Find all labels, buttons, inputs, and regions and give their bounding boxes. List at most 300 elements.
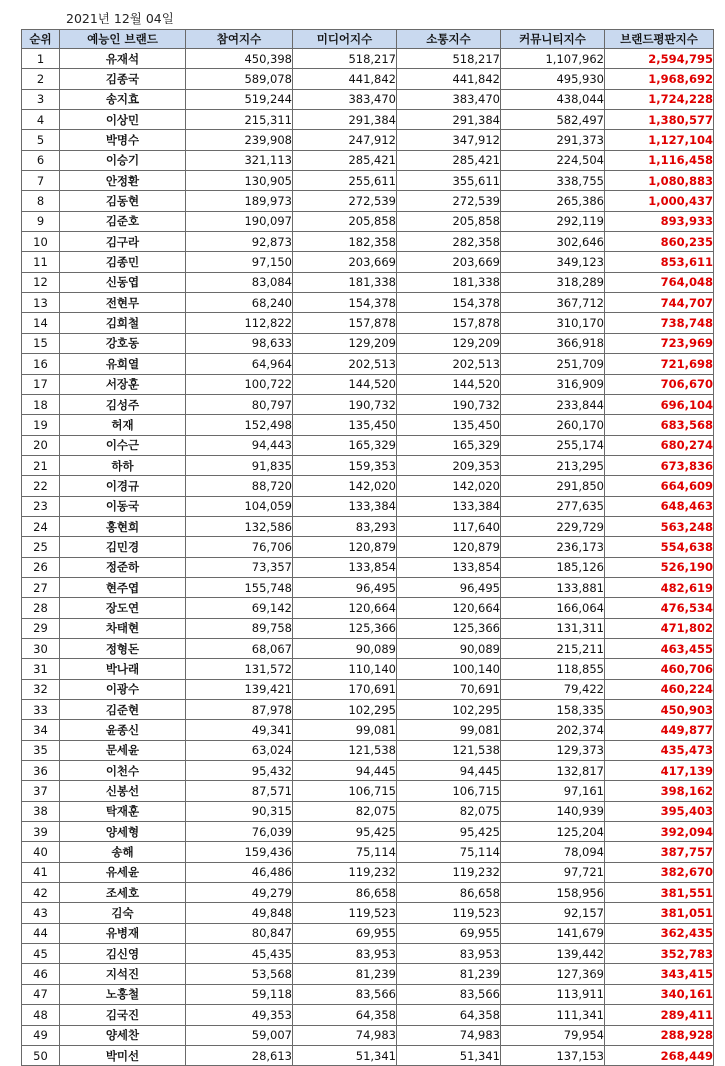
table-row (22, 577, 714, 597)
participation-cell: 95,432 (186, 761, 293, 781)
community-cell: 166,064 (501, 598, 605, 618)
participation-cell: 28,613 (186, 1045, 293, 1065)
brand-name-cell: 강호동 (60, 333, 186, 353)
rank-cell: 22 (22, 476, 60, 496)
rank-cell: 24 (22, 516, 60, 536)
community-cell: 111,341 (501, 1005, 605, 1025)
rank-cell: 26 (22, 557, 60, 577)
table-row (22, 374, 714, 394)
media-cell: 120,664 (293, 598, 397, 618)
community-cell: 251,709 (501, 354, 605, 374)
communication-cell: 96,495 (397, 577, 501, 597)
media-cell: 272,539 (293, 191, 397, 211)
table-row (22, 903, 714, 923)
media-cell: 170,691 (293, 679, 397, 699)
rank-cell: 21 (22, 455, 60, 475)
brand-score-cell: 673,836 (605, 455, 714, 475)
brand-score-cell: 721,698 (605, 354, 714, 374)
rank-cell: 41 (22, 862, 60, 882)
communication-cell: 383,470 (397, 89, 501, 109)
participation-cell: 59,007 (186, 1025, 293, 1045)
brand-name-cell: 박미선 (60, 1045, 186, 1065)
table-row (22, 679, 714, 699)
brand-score-cell: 460,224 (605, 679, 714, 699)
brand-name-cell: 김국진 (60, 1005, 186, 1025)
brand-score-cell: 387,757 (605, 842, 714, 862)
rank-cell: 31 (22, 659, 60, 679)
communication-cell: 272,539 (397, 191, 501, 211)
rank-cell: 19 (22, 415, 60, 435)
header-rank: 순위 (22, 30, 60, 49)
participation-cell: 98,633 (186, 333, 293, 353)
rank-cell: 43 (22, 903, 60, 923)
brand-score-cell: 460,706 (605, 659, 714, 679)
media-cell: 291,384 (293, 110, 397, 130)
communication-cell: 99,081 (397, 720, 501, 740)
media-cell: 94,445 (293, 761, 397, 781)
brand-name-cell: 탁재훈 (60, 801, 186, 821)
brand-name-cell: 김숙 (60, 903, 186, 923)
table-row (22, 761, 714, 781)
table-row (22, 638, 714, 658)
media-cell: 154,378 (293, 293, 397, 313)
participation-cell: 80,847 (186, 923, 293, 943)
brand-name-cell: 차태현 (60, 618, 186, 638)
brand-score-cell: 554,638 (605, 537, 714, 557)
brand-score-cell: 2,594,795 (605, 49, 714, 69)
media-cell: 182,358 (293, 232, 397, 252)
communication-cell: 142,020 (397, 476, 501, 496)
brand-score-cell: 476,534 (605, 598, 714, 618)
participation-cell: 76,706 (186, 537, 293, 557)
community-cell: 141,679 (501, 923, 605, 943)
media-cell: 83,566 (293, 984, 397, 1004)
community-cell: 495,930 (501, 69, 605, 89)
community-cell: 185,126 (501, 557, 605, 577)
table-row (22, 313, 714, 333)
media-cell: 99,081 (293, 720, 397, 740)
communication-cell: 165,329 (397, 435, 501, 455)
brand-score-cell: 1,116,458 (605, 150, 714, 170)
rank-cell: 2 (22, 69, 60, 89)
brand-name-cell: 김종민 (60, 252, 186, 272)
media-cell: 75,114 (293, 842, 397, 862)
brand-name-cell: 박명수 (60, 130, 186, 150)
brand-name-cell: 정형돈 (60, 638, 186, 658)
brand-score-cell: 526,190 (605, 557, 714, 577)
media-cell: 51,341 (293, 1045, 397, 1065)
communication-cell: 83,953 (397, 944, 501, 964)
media-cell: 255,611 (293, 171, 397, 191)
community-cell: 131,311 (501, 618, 605, 638)
media-cell: 121,538 (293, 740, 397, 760)
media-cell: 90,089 (293, 638, 397, 658)
communication-cell: 121,538 (397, 740, 501, 760)
brand-name-cell: 유병재 (60, 923, 186, 943)
participation-cell: 321,113 (186, 150, 293, 170)
community-cell: 97,161 (501, 781, 605, 801)
participation-cell: 132,586 (186, 516, 293, 536)
brand-name-cell: 송해 (60, 842, 186, 862)
rank-cell: 13 (22, 293, 60, 313)
communication-cell: 282,358 (397, 232, 501, 252)
media-cell: 441,842 (293, 69, 397, 89)
communication-cell: 90,089 (397, 638, 501, 658)
community-cell: 302,646 (501, 232, 605, 252)
table-row (22, 252, 714, 272)
media-cell: 119,523 (293, 903, 397, 923)
media-cell: 159,353 (293, 455, 397, 475)
media-cell: 125,366 (293, 618, 397, 638)
rank-cell: 44 (22, 923, 60, 943)
community-cell: 265,386 (501, 191, 605, 211)
brand-name-cell: 노홍철 (60, 984, 186, 1004)
brand-score-cell: 482,619 (605, 577, 714, 597)
media-cell: 142,020 (293, 476, 397, 496)
table-row (22, 1005, 714, 1025)
table-row (22, 191, 714, 211)
community-cell: 132,817 (501, 761, 605, 781)
participation-cell: 189,973 (186, 191, 293, 211)
table-row (22, 150, 714, 170)
rank-cell: 47 (22, 984, 60, 1004)
communication-cell: 102,295 (397, 700, 501, 720)
participation-cell: 131,572 (186, 659, 293, 679)
participation-cell: 97,150 (186, 252, 293, 272)
brand-name-cell: 김동현 (60, 191, 186, 211)
brand-name-cell: 지석진 (60, 964, 186, 984)
community-cell: 202,374 (501, 720, 605, 740)
participation-cell: 63,024 (186, 740, 293, 760)
participation-cell: 46,486 (186, 862, 293, 882)
media-cell: 202,513 (293, 354, 397, 374)
community-cell: 133,881 (501, 577, 605, 597)
table-row (22, 69, 714, 89)
brand-score-cell: 352,783 (605, 944, 714, 964)
brand-name-cell: 이동국 (60, 496, 186, 516)
brand-name-cell: 허재 (60, 415, 186, 435)
rank-cell: 35 (22, 740, 60, 760)
brand-name-cell: 신봉선 (60, 781, 186, 801)
brand-score-cell: 893,933 (605, 211, 714, 231)
community-cell: 224,504 (501, 150, 605, 170)
rank-cell: 25 (22, 537, 60, 557)
community-cell: 1,107,962 (501, 49, 605, 69)
participation-cell: 100,722 (186, 374, 293, 394)
communication-cell: 190,732 (397, 394, 501, 414)
rank-cell: 7 (22, 171, 60, 191)
brand-score-cell: 696,104 (605, 394, 714, 414)
table-row (22, 435, 714, 455)
rank-cell: 6 (22, 150, 60, 170)
table-row (22, 455, 714, 475)
rank-cell: 1 (22, 49, 60, 69)
media-cell: 133,384 (293, 496, 397, 516)
brand-score-cell: 288,928 (605, 1025, 714, 1045)
communication-cell: 285,421 (397, 150, 501, 170)
brand-score-cell: 463,455 (605, 638, 714, 658)
media-cell: 518,217 (293, 49, 397, 69)
brand-score-cell: 471,802 (605, 618, 714, 638)
rank-cell: 39 (22, 822, 60, 842)
brand-name-cell: 양세찬 (60, 1025, 186, 1045)
table-row (22, 740, 714, 760)
community-cell: 140,939 (501, 801, 605, 821)
brand-score-cell: 450,903 (605, 700, 714, 720)
media-cell: 119,232 (293, 862, 397, 882)
brand-score-cell: 563,248 (605, 516, 714, 536)
communication-cell: 69,955 (397, 923, 501, 943)
communication-cell: 135,450 (397, 415, 501, 435)
table-row (22, 394, 714, 414)
participation-cell: 94,443 (186, 435, 293, 455)
participation-cell: 155,748 (186, 577, 293, 597)
brand-score-cell: 1,080,883 (605, 171, 714, 191)
brand-name-cell: 송지효 (60, 89, 186, 109)
communication-cell: 355,611 (397, 171, 501, 191)
rank-cell: 50 (22, 1045, 60, 1065)
participation-cell: 76,039 (186, 822, 293, 842)
brand-name-cell: 이수근 (60, 435, 186, 455)
communication-cell: 95,425 (397, 822, 501, 842)
table-row (22, 700, 714, 720)
media-cell: 247,912 (293, 130, 397, 150)
community-cell: 310,170 (501, 313, 605, 333)
media-cell: 190,732 (293, 394, 397, 414)
brand-name-cell: 김구라 (60, 232, 186, 252)
participation-cell: 519,244 (186, 89, 293, 109)
brand-name-cell: 이승기 (60, 150, 186, 170)
community-cell: 277,635 (501, 496, 605, 516)
rank-cell: 37 (22, 781, 60, 801)
table-row (22, 618, 714, 638)
table-row (22, 659, 714, 679)
table-row (22, 232, 714, 252)
table-row (22, 293, 714, 313)
community-cell: 233,844 (501, 394, 605, 414)
media-cell: 181,338 (293, 272, 397, 292)
rank-cell: 4 (22, 110, 60, 130)
brand-score-cell: 395,403 (605, 801, 714, 821)
brand-score-cell: 764,048 (605, 272, 714, 292)
community-cell: 92,157 (501, 903, 605, 923)
participation-cell: 49,353 (186, 1005, 293, 1025)
table-row (22, 415, 714, 435)
media-cell: 96,495 (293, 577, 397, 597)
table-row (22, 49, 714, 69)
rank-cell: 36 (22, 761, 60, 781)
brand-name-cell: 김희철 (60, 313, 186, 333)
media-cell: 203,669 (293, 252, 397, 272)
table-row (22, 984, 714, 1004)
table-row (22, 354, 714, 374)
brand-name-cell: 박나래 (60, 659, 186, 679)
rank-cell: 49 (22, 1025, 60, 1045)
media-cell: 144,520 (293, 374, 397, 394)
media-cell: 81,239 (293, 964, 397, 984)
community-cell: 316,909 (501, 374, 605, 394)
participation-cell: 139,421 (186, 679, 293, 699)
communication-cell: 133,384 (397, 496, 501, 516)
table-row (22, 537, 714, 557)
communication-cell: 100,140 (397, 659, 501, 679)
community-cell: 113,911 (501, 984, 605, 1004)
table-row (22, 842, 714, 862)
community-cell: 318,289 (501, 272, 605, 292)
brand-name-cell: 서장훈 (60, 374, 186, 394)
communication-cell: 119,232 (397, 862, 501, 882)
community-cell: 229,729 (501, 516, 605, 536)
table-header-row (22, 30, 714, 49)
rank-cell: 29 (22, 618, 60, 638)
community-cell: 129,373 (501, 740, 605, 760)
brand-name-cell: 조세호 (60, 883, 186, 903)
community-cell: 79,422 (501, 679, 605, 699)
brand-score-cell: 398,162 (605, 781, 714, 801)
table-row (22, 862, 714, 882)
participation-cell: 80,797 (186, 394, 293, 414)
participation-cell: 589,078 (186, 69, 293, 89)
table-row (22, 496, 714, 516)
brand-score-cell: 417,139 (605, 761, 714, 781)
brand-score-cell: 340,161 (605, 984, 714, 1004)
participation-cell: 450,398 (186, 49, 293, 69)
media-cell: 135,450 (293, 415, 397, 435)
rank-cell: 12 (22, 272, 60, 292)
brand-score-cell: 1,127,104 (605, 130, 714, 150)
brand-score-cell: 381,051 (605, 903, 714, 923)
community-cell: 349,123 (501, 252, 605, 272)
communication-cell: 64,358 (397, 1005, 501, 1025)
participation-cell: 73,357 (186, 557, 293, 577)
rank-cell: 14 (22, 313, 60, 333)
brand-name-cell: 유희열 (60, 354, 186, 374)
participation-cell: 90,315 (186, 801, 293, 821)
brand-score-cell: 268,449 (605, 1045, 714, 1065)
rank-cell: 16 (22, 354, 60, 374)
community-cell: 260,170 (501, 415, 605, 435)
table-row (22, 272, 714, 292)
table-row (22, 944, 714, 964)
brand-score-cell: 392,094 (605, 822, 714, 842)
brand-name-cell: 김신영 (60, 944, 186, 964)
brand-score-cell: 738,748 (605, 313, 714, 333)
brand-name-cell: 유세윤 (60, 862, 186, 882)
community-cell: 125,204 (501, 822, 605, 842)
communication-cell: 144,520 (397, 374, 501, 394)
brand-score-cell: 664,609 (605, 476, 714, 496)
communication-cell: 82,075 (397, 801, 501, 821)
brand-name-cell: 김준호 (60, 211, 186, 231)
community-cell: 213,295 (501, 455, 605, 475)
rank-cell: 8 (22, 191, 60, 211)
brand-name-cell: 현주엽 (60, 577, 186, 597)
brand-name-cell: 이상민 (60, 110, 186, 130)
participation-cell: 190,097 (186, 211, 293, 231)
brand-score-cell: 680,274 (605, 435, 714, 455)
rank-cell: 38 (22, 801, 60, 821)
rank-cell: 28 (22, 598, 60, 618)
rank-cell: 30 (22, 638, 60, 658)
media-cell: 133,854 (293, 557, 397, 577)
community-cell: 137,153 (501, 1045, 605, 1065)
brand-name-cell: 전현무 (60, 293, 186, 313)
header-brand-reputation: 브랜드평판지수 (605, 30, 714, 49)
participation-cell: 130,905 (186, 171, 293, 191)
participation-cell: 68,067 (186, 638, 293, 658)
brand-name-cell: 양세형 (60, 822, 186, 842)
rank-cell: 33 (22, 700, 60, 720)
brand-name-cell: 김종국 (60, 69, 186, 89)
table-row (22, 476, 714, 496)
brand-reputation-table (21, 29, 714, 1066)
communication-cell: 154,378 (397, 293, 501, 313)
brand-score-cell: 435,473 (605, 740, 714, 760)
participation-cell: 68,240 (186, 293, 293, 313)
brand-name-cell: 홍현희 (60, 516, 186, 536)
participation-cell: 87,571 (186, 781, 293, 801)
communication-cell: 106,715 (397, 781, 501, 801)
table-row (22, 923, 714, 943)
media-cell: 383,470 (293, 89, 397, 109)
table-row (22, 557, 714, 577)
rank-cell: 9 (22, 211, 60, 231)
table-row (22, 964, 714, 984)
participation-cell: 112,822 (186, 313, 293, 333)
brand-score-cell: 382,670 (605, 862, 714, 882)
communication-cell: 203,669 (397, 252, 501, 272)
community-cell: 215,211 (501, 638, 605, 658)
rank-cell: 17 (22, 374, 60, 394)
rank-cell: 48 (22, 1005, 60, 1025)
brand-score-cell: 289,411 (605, 1005, 714, 1025)
header-community: 커뮤니티지수 (501, 30, 605, 49)
brand-score-cell: 706,670 (605, 374, 714, 394)
brand-score-cell: 648,463 (605, 496, 714, 516)
communication-cell: 209,353 (397, 455, 501, 475)
community-cell: 158,335 (501, 700, 605, 720)
media-cell: 82,075 (293, 801, 397, 821)
communication-cell: 120,879 (397, 537, 501, 557)
community-cell: 291,850 (501, 476, 605, 496)
brand-name-cell: 이천수 (60, 761, 186, 781)
rank-cell: 3 (22, 89, 60, 109)
rank-cell: 18 (22, 394, 60, 414)
communication-cell: 81,239 (397, 964, 501, 984)
participation-cell: 87,978 (186, 700, 293, 720)
rank-cell: 10 (22, 232, 60, 252)
table-row (22, 516, 714, 536)
brand-score-cell: 1,380,577 (605, 110, 714, 130)
brand-name-cell: 안정환 (60, 171, 186, 191)
communication-cell: 157,878 (397, 313, 501, 333)
brand-name-cell: 신동엽 (60, 272, 186, 292)
brand-name-cell: 김성주 (60, 394, 186, 414)
communication-cell: 83,566 (397, 984, 501, 1004)
media-cell: 285,421 (293, 150, 397, 170)
participation-cell: 69,142 (186, 598, 293, 618)
table-row (22, 1045, 714, 1065)
community-cell: 367,712 (501, 293, 605, 313)
table-row (22, 598, 714, 618)
participation-cell: 239,908 (186, 130, 293, 150)
media-cell: 95,425 (293, 822, 397, 842)
rank-cell: 5 (22, 130, 60, 150)
community-cell: 118,855 (501, 659, 605, 679)
community-cell: 158,956 (501, 883, 605, 903)
media-cell: 86,658 (293, 883, 397, 903)
participation-cell: 49,279 (186, 883, 293, 903)
